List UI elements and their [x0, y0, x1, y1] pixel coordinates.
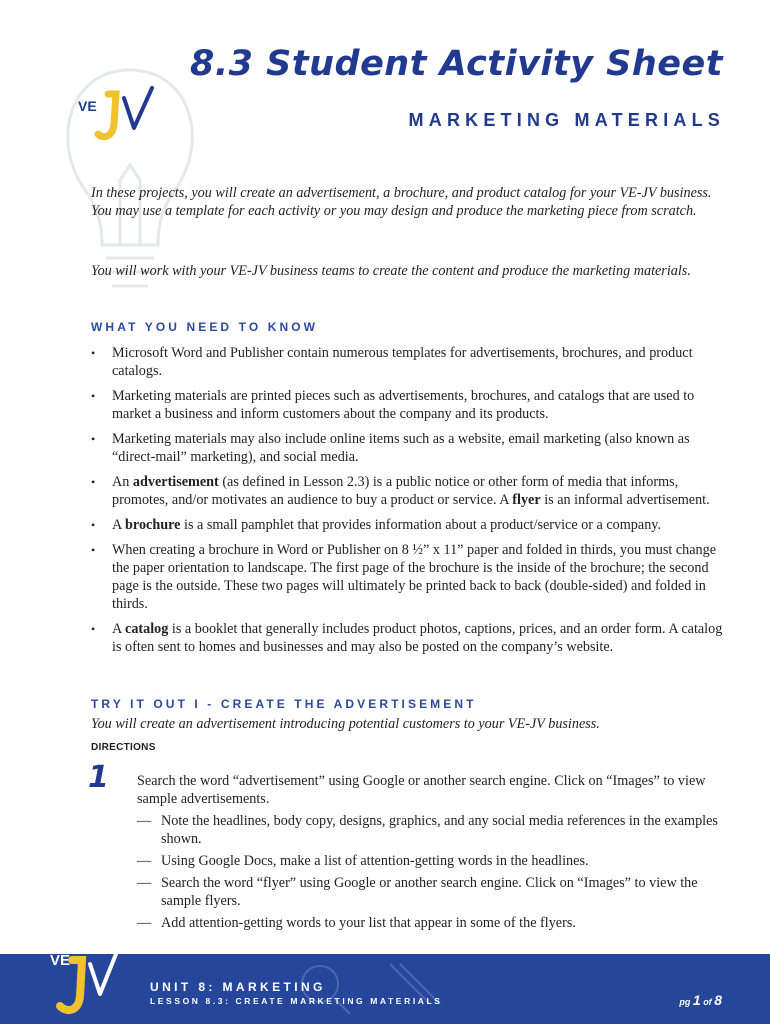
page-subtitle: MARKETING MATERIALS: [408, 110, 725, 130]
list-item-text: Note the headlines, body copy, designs, graphics, and any social media references in the examples shown.: [161, 813, 718, 847]
list-item-text: Add attention-getting words to your list that appear in some of the flyers.: [161, 915, 576, 931]
text-run: is an informal advertisement.: [540, 492, 710, 508]
text-run: (as defined in Lesson 2.3) is a public notice or other form of media that informs, promotes, and/or motivates an audience to buy a product or service. A: [112, 474, 679, 508]
page-title: 8.3 Student Activity Sheet: [189, 44, 723, 84]
directions-label: DIRECTIONS: [91, 742, 156, 753]
intro-paragraph-2: You will work with your VE-JV business teams to create the content and produce the marketing materials.: [91, 263, 691, 279]
list-item: [91, 387, 727, 423]
list-item-text: Using Google Docs, make a list of attention-getting words in the headlines.: [161, 853, 589, 869]
bullet-icon: •: [91, 432, 96, 446]
bullet-icon: •: [91, 622, 96, 636]
footer-jv-logo-mark-icon: [50, 954, 120, 1022]
step-1-sublist: [137, 812, 727, 932]
jv-logo-mark-icon: [94, 84, 158, 148]
page-label: pg: [679, 997, 691, 1007]
text-run: An: [112, 474, 133, 490]
list-item: [137, 914, 727, 932]
list-item-text: Marketing materials are printed pieces such as advertisements, brochures, and catalogs that are used to market a business and inform customers about the company and its products.: [112, 388, 695, 422]
bullet-icon: •: [91, 475, 96, 489]
text-run: is a small pamphlet that provides information about a product/service or a company.: [180, 517, 662, 533]
ve-jv-logo: [78, 84, 158, 148]
dash-icon: —: [137, 875, 152, 891]
page-number: [679, 992, 722, 1008]
total-pages: 8: [714, 992, 722, 1008]
need-to-know-list: [91, 344, 727, 663]
text-run: A: [112, 621, 126, 637]
list-item-text: When creating a brochure in Word or Publisher on 8 ½” x 11” paper and folded in thirds, you must change the paper orientation to landscape. The first page of the brochure is the inside of the brochure; the second page is the outside. These two pages will ultimately be printed back to back (double-sided) and folded in thirds.: [112, 542, 717, 612]
footer-ve-jv-logo: [50, 954, 120, 1022]
term-catalog: catalog: [125, 621, 169, 637]
bullet-icon: •: [91, 518, 96, 532]
term-flyer: flyer: [512, 492, 541, 508]
intro-paragraph-1: In these projects, you will create an advertisement, a brochure, and product catalog for your VE-JV business. You may use a template for each activity or you may design and produce the marketing piece from scratch.: [91, 185, 712, 219]
bullet-icon: •: [91, 543, 96, 557]
dash-icon: —: [137, 813, 152, 829]
step-number: 1: [88, 760, 109, 795]
list-item: [91, 541, 727, 613]
logo-ve-text: VE: [78, 98, 97, 114]
section-heading-try-it-out: TRY IT OUT I - CREATE THE ADVERTISEMENT: [91, 697, 477, 711]
bullet-icon: •: [91, 389, 96, 403]
dash-icon: —: [137, 915, 152, 931]
list-item: [137, 812, 727, 848]
page-footer: [0, 954, 770, 1024]
list-item: [91, 516, 727, 534]
step-1: [137, 772, 727, 936]
text-run: A: [112, 517, 126, 533]
list-item: [137, 852, 727, 870]
footer-logo-ve-text: VE: [50, 954, 71, 969]
text-run: is a booklet that generally includes product photos, captions, prices, and an order form. A catalog is often sent to homes and businesses and may also be posted on the company’s website.: [112, 621, 723, 655]
list-item-text: Marketing materials may also include online items such as a website, email marketing (also known as “direct-mail” marketing), and social media.: [112, 431, 690, 465]
bullet-icon: •: [91, 346, 96, 360]
try-it-out-subtitle: You will create an advertisement introducing potential customers to your VE-JV business.: [91, 716, 600, 732]
footer-lesson-label: LESSON 8.3: CREATE MARKETING MATERIALS: [150, 996, 443, 1006]
list-item: [91, 473, 727, 509]
list-item-text: Microsoft Word and Publisher contain numerous templates for advertisements, brochures, and product catalogs.: [112, 345, 693, 379]
of-label: of: [703, 997, 712, 1007]
term-advertisement: advertisement: [132, 474, 219, 490]
term-brochure: brochure: [125, 517, 181, 533]
list-item: [137, 874, 727, 910]
list-item: [91, 344, 727, 380]
step-1-text: Search the word “advertisement” using Google or another search engine. Click on “Images” to view sample advertisements.: [137, 773, 706, 807]
section-heading-need-to-know: WHAT YOU NEED TO KNOW: [91, 320, 319, 334]
list-item: [91, 620, 727, 656]
dash-icon: —: [137, 853, 152, 869]
list-item: [91, 430, 727, 466]
current-page: 1: [692, 992, 701, 1008]
footer-unit-label: UNIT 8: MARKETING: [150, 980, 326, 994]
list-item-text: Search the word “flyer” using Google or another search engine. Click on “Images” to view the sample flyers.: [161, 875, 698, 909]
